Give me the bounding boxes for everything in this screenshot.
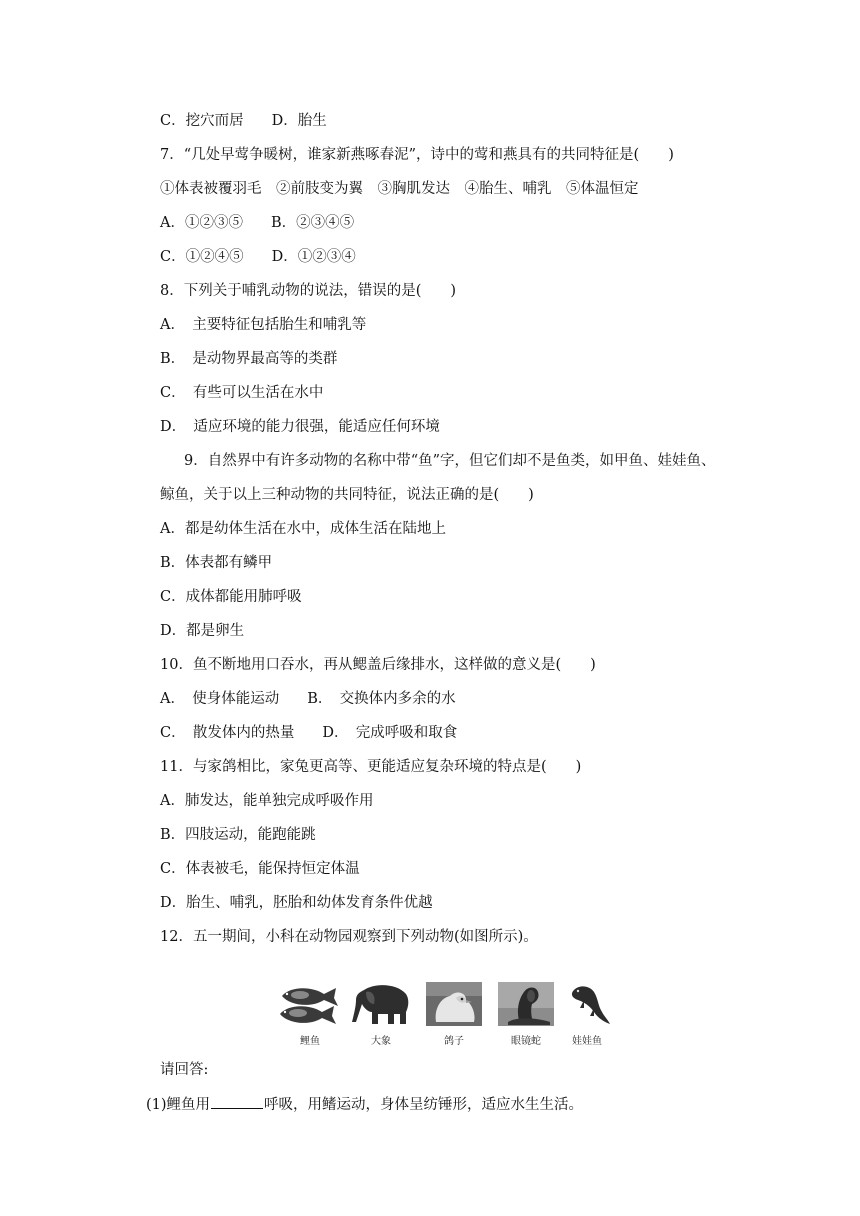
q8-option-b: B． 是动物界最高等的类群 [160, 351, 338, 367]
caption-carp: 鲤鱼 [300, 1036, 320, 1047]
animal-figure [278, 982, 614, 1048]
q10-option-b: B． 交换体内多余的水 [307, 691, 456, 707]
q10-option-d: D． 完成呼吸和取食 [322, 725, 458, 741]
q7-option-c: C．①②④⑤ [160, 249, 244, 265]
q11-option-c: C．体表被毛，能保持恒定体温 [160, 861, 360, 877]
q12-prompt: 请回答: [160, 1062, 209, 1078]
caption-salamander: 娃娃鱼 [572, 1036, 602, 1047]
q6-option-c: C．挖穴而居 [160, 113, 244, 129]
q7-statements: ①体表被覆羽毛 ②前肢变为翼 ③胸肌发达 ④胎生、哺乳 ⑤体温恒定 [160, 181, 639, 197]
q12-sub1-before: (1)鲤鱼用 [146, 1097, 211, 1113]
q11-option-b: B．四肢运动，能跑能跳 [160, 827, 316, 843]
caption-elephant: 大象 [371, 1036, 391, 1047]
caption-pigeon: 鸽子 [444, 1036, 464, 1047]
q11-option-d: D．胎生、哺乳，胚胎和幼体发育条件优越 [160, 895, 433, 911]
q6-options-cd [160, 111, 327, 131]
q7-option-b: B．②③④⑤ [270, 215, 355, 231]
q7-options-ab [160, 213, 354, 233]
q7-options-cd [160, 247, 356, 267]
q12-subquestion-1 [146, 1094, 583, 1115]
salamander-image [568, 982, 612, 1026]
q11-stem: 11．与家鸽相比，家兔更高等、更能适应复杂环境的特点是( ) [160, 759, 582, 775]
q8-stem: 8．下列关于哺乳动物的说法，错误的是( ) [160, 283, 457, 299]
q9-option-d: D．都是卵生 [160, 623, 245, 639]
q9-stem-line2: 鲸鱼，关于以上三种动物的共同特征，说法正确的是( ) [160, 487, 534, 503]
q6-option-d: D．胎生 [271, 113, 327, 129]
q9-stem-line1: 9．自然界中有许多动物的名称中带“鱼”字，但它们却不是鱼类，如甲鱼、娃娃鱼、 [184, 453, 716, 469]
answer-blank[interactable] [211, 1094, 263, 1109]
q7-stem: 7．“几处早莺争暖树，谁家新燕啄春泥”，诗中的莺和燕具有的共同特征是( ) [160, 147, 674, 163]
elephant-image [350, 982, 412, 1026]
q12-stem: 12．五一期间，小科在动物园观察到下列动物(如图所示)。 [160, 929, 538, 945]
q10-options-cd [160, 723, 457, 743]
q10-stem: 10．鱼不断地用口吞水，再从鳃盖后缘排水，这样做的意义是( ) [160, 657, 596, 673]
cobra-image [498, 982, 554, 1026]
q10-option-c: C． 散发体内的热量 [160, 725, 295, 741]
carp-image [278, 982, 340, 1026]
q7-option-a: A．①②③⑤ [160, 215, 243, 231]
q10-options-ab [160, 689, 456, 709]
q7-option-d: D．①②③④ [271, 249, 356, 265]
q8-option-c: C． 有些可以生活在水中 [160, 385, 324, 401]
q10-option-a: A． 使身体能运动 [160, 691, 280, 707]
q8-option-a: A． 主要特征包括胎生和哺乳等 [160, 317, 367, 333]
q9-option-b: B．体表都有鳞甲 [160, 555, 273, 571]
q12-sub1-after: 呼吸，用鳍运动，身体呈纺锤形，适应水生生活。 [264, 1097, 584, 1113]
caption-cobra: 眼镜蛇 [511, 1036, 541, 1047]
q9-option-c: C．成体都能用肺呼吸 [160, 589, 302, 605]
pigeon-image [426, 982, 482, 1026]
q11-option-a: A．肺发达，能单独完成呼吸作用 [160, 793, 374, 809]
q9-option-a: A．都是幼体生活在水中，成体生活在陆地上 [160, 521, 446, 537]
q8-option-d: D． 适应环境的能力很强，能适应任何环境 [160, 419, 440, 435]
